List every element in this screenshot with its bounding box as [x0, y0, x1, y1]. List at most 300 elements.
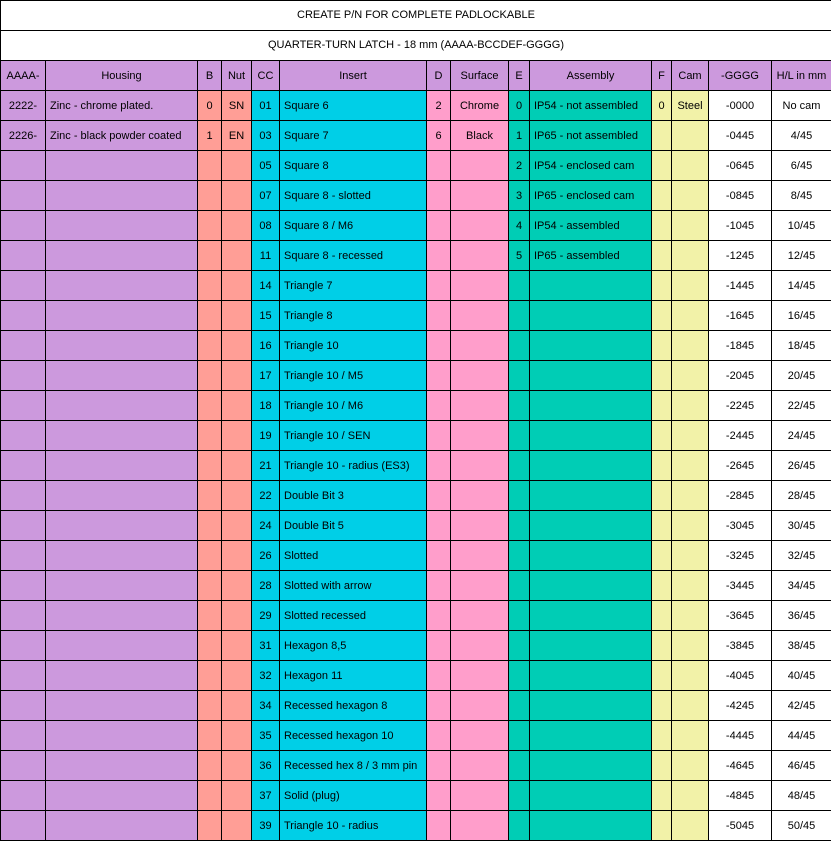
cell-aaaa: [1, 511, 46, 541]
cell-cc: 31: [252, 631, 280, 661]
cell-d: [427, 511, 451, 541]
table-row: [1, 91, 831, 121]
cell-d: [427, 421, 451, 451]
cell-e: [509, 721, 530, 751]
cell-housing: [46, 811, 198, 841]
cell-gggg: -0645: [709, 151, 772, 181]
cell-gggg: -2045: [709, 361, 772, 391]
cell-aaaa: [1, 571, 46, 601]
cell-insert: Square 6: [280, 91, 427, 121]
cell-insert: Square 8 - slotted: [280, 181, 427, 211]
cell-gggg: -4645: [709, 751, 772, 781]
cell-assembly: [530, 271, 652, 301]
cell-housing: [46, 361, 198, 391]
cell-aaaa: [1, 151, 46, 181]
column-header-f: F: [652, 61, 672, 91]
cell-assembly: [530, 511, 652, 541]
cell-nut: [222, 601, 252, 631]
cell-b: [198, 691, 222, 721]
cell-cam: [672, 811, 709, 841]
cell-e: [509, 751, 530, 781]
cell-surface: [451, 601, 509, 631]
cell-e: [509, 271, 530, 301]
cell-housing: [46, 331, 198, 361]
cell-nut: [222, 721, 252, 751]
cell-d: [427, 541, 451, 571]
cell-hl: 42/45: [772, 691, 831, 721]
cell-hl: No cam: [772, 91, 831, 121]
cell-nut: [222, 481, 252, 511]
cell-hl: 16/45: [772, 301, 831, 331]
cell-gggg: -4245: [709, 691, 772, 721]
cell-surface: [451, 751, 509, 781]
cell-f: [652, 301, 672, 331]
cell-gggg: -1445: [709, 271, 772, 301]
cell-hl: 10/45: [772, 211, 831, 241]
cell-cc: 16: [252, 331, 280, 361]
cell-aaaa: [1, 691, 46, 721]
cell-hl: 18/45: [772, 331, 831, 361]
column-header-surface: Surface: [451, 61, 509, 91]
table-row: [1, 691, 831, 721]
cell-aaaa: [1, 811, 46, 841]
cell-b: [198, 151, 222, 181]
cell-nut: [222, 661, 252, 691]
table-row: [1, 181, 831, 211]
cell-housing: [46, 211, 198, 241]
cell-assembly: IP65 - assembled: [530, 241, 652, 271]
cell-e: 2: [509, 151, 530, 181]
cell-surface: [451, 511, 509, 541]
cell-surface: [451, 571, 509, 601]
cell-e: [509, 301, 530, 331]
cell-insert: Triangle 10 / M6: [280, 391, 427, 421]
cell-d: [427, 631, 451, 661]
cell-e: [509, 571, 530, 601]
cell-cc: 28: [252, 571, 280, 601]
cell-cam: [672, 451, 709, 481]
cell-surface: [451, 241, 509, 271]
cell-b: [198, 451, 222, 481]
cell-surface: [451, 541, 509, 571]
cell-cam: [672, 661, 709, 691]
cell-b: [198, 511, 222, 541]
cell-insert: Triangle 10: [280, 331, 427, 361]
cell-surface: [451, 391, 509, 421]
cell-cam: [672, 181, 709, 211]
cell-cam: [672, 241, 709, 271]
cell-assembly: [530, 721, 652, 751]
cell-assembly: [530, 571, 652, 601]
cell-hl: 38/45: [772, 631, 831, 661]
table-row: [1, 361, 831, 391]
cell-housing: [46, 451, 198, 481]
cell-assembly: [530, 691, 652, 721]
cell-insert: Square 8 - recessed: [280, 241, 427, 271]
table-row: [1, 481, 831, 511]
cell-nut: [222, 511, 252, 541]
cell-f: [652, 721, 672, 751]
cell-f: [652, 151, 672, 181]
cell-gggg: -3045: [709, 511, 772, 541]
cell-cc: 03: [252, 121, 280, 151]
title-row-1: [1, 1, 831, 31]
cell-e: [509, 361, 530, 391]
cell-cam: [672, 721, 709, 751]
column-header-cam: Cam: [672, 61, 709, 91]
cell-aaaa: [1, 751, 46, 781]
cell-aaaa: [1, 631, 46, 661]
table-row: [1, 391, 831, 421]
cell-housing: [46, 301, 198, 331]
cell-hl: 8/45: [772, 181, 831, 211]
cell-b: [198, 361, 222, 391]
cell-f: [652, 391, 672, 421]
column-header-b: B: [198, 61, 222, 91]
cell-gggg: -2245: [709, 391, 772, 421]
sheet-title-line1: CREATE P/N FOR COMPLETE PADLOCKABLE: [1, 1, 831, 31]
table-row: [1, 241, 831, 271]
cell-gggg: -1645: [709, 301, 772, 331]
header-row: [1, 61, 831, 91]
cell-gggg: -1245: [709, 241, 772, 271]
cell-d: [427, 481, 451, 511]
cell-housing: [46, 751, 198, 781]
cell-hl: 14/45: [772, 271, 831, 301]
cell-f: [652, 181, 672, 211]
cell-cc: 18: [252, 391, 280, 421]
cell-insert: Triangle 10 - radius: [280, 811, 427, 841]
cell-d: [427, 241, 451, 271]
cell-insert: Square 8 / M6: [280, 211, 427, 241]
table-row: [1, 511, 831, 541]
cell-cc: 37: [252, 781, 280, 811]
cell-insert: Slotted recessed: [280, 601, 427, 631]
cell-nut: [222, 421, 252, 451]
cell-cc: 39: [252, 811, 280, 841]
cell-f: [652, 481, 672, 511]
cell-gggg: -3645: [709, 601, 772, 631]
table-row: [1, 151, 831, 181]
cell-hl: 24/45: [772, 421, 831, 451]
cell-insert: Hexagon 11: [280, 661, 427, 691]
cell-f: [652, 211, 672, 241]
cell-aaaa: [1, 301, 46, 331]
cell-insert: Double Bit 5: [280, 511, 427, 541]
cell-b: [198, 601, 222, 631]
cell-cam: [672, 691, 709, 721]
cell-housing: Zinc - black powder coated: [46, 121, 198, 151]
cell-aaaa: [1, 481, 46, 511]
table-row: [1, 211, 831, 241]
cell-hl: 30/45: [772, 511, 831, 541]
column-header-cc: CC: [252, 61, 280, 91]
cell-cam: [672, 421, 709, 451]
cell-b: 0: [198, 91, 222, 121]
cell-assembly: [530, 361, 652, 391]
column-header-insert: Insert: [280, 61, 427, 91]
cell-b: 1: [198, 121, 222, 151]
cell-housing: [46, 571, 198, 601]
table-row: [1, 541, 831, 571]
cell-nut: [222, 811, 252, 841]
cell-aaaa: 2226-: [1, 121, 46, 151]
cell-insert: Recessed hexagon 10: [280, 721, 427, 751]
cell-nut: [222, 751, 252, 781]
cell-f: [652, 631, 672, 661]
cell-cam: [672, 331, 709, 361]
cell-b: [198, 811, 222, 841]
table-row: [1, 271, 831, 301]
cell-hl: 28/45: [772, 481, 831, 511]
cell-cc: 15: [252, 301, 280, 331]
column-header-aaaa: AAAA-: [1, 61, 46, 91]
cell-cc: 22: [252, 481, 280, 511]
cell-b: [198, 631, 222, 661]
cell-assembly: [530, 661, 652, 691]
column-header-nut: Nut: [222, 61, 252, 91]
cell-e: [509, 451, 530, 481]
cell-f: [652, 121, 672, 151]
cell-e: [509, 691, 530, 721]
cell-surface: [451, 781, 509, 811]
cell-nut: [222, 541, 252, 571]
cell-insert: Square 7: [280, 121, 427, 151]
cell-surface: [451, 151, 509, 181]
cell-d: [427, 181, 451, 211]
column-header-d: D: [427, 61, 451, 91]
cell-hl: 50/45: [772, 811, 831, 841]
cell-gggg: -4845: [709, 781, 772, 811]
cell-f: [652, 541, 672, 571]
cell-housing: [46, 181, 198, 211]
table-row: [1, 331, 831, 361]
cell-e: 5: [509, 241, 530, 271]
cell-housing: [46, 721, 198, 751]
column-header-housing: Housing: [46, 61, 198, 91]
cell-e: [509, 391, 530, 421]
cell-gggg: -3445: [709, 571, 772, 601]
cell-surface: [451, 331, 509, 361]
cell-aaaa: [1, 601, 46, 631]
cell-b: [198, 721, 222, 751]
cell-b: [198, 391, 222, 421]
cell-nut: [222, 361, 252, 391]
column-header-gggg: -GGGG: [709, 61, 772, 91]
cell-surface: [451, 451, 509, 481]
cell-e: [509, 811, 530, 841]
cell-surface: [451, 421, 509, 451]
cell-f: [652, 661, 672, 691]
cell-hl: 36/45: [772, 601, 831, 631]
cell-surface: [451, 691, 509, 721]
cell-cam: [672, 391, 709, 421]
cell-nut: SN: [222, 91, 252, 121]
cell-insert: Hexagon 8,5: [280, 631, 427, 661]
cell-gggg: -2445: [709, 421, 772, 451]
cell-assembly: IP65 - enclosed cam: [530, 181, 652, 211]
cell-assembly: IP54 - enclosed cam: [530, 151, 652, 181]
cell-cam: [672, 511, 709, 541]
cell-nut: [222, 451, 252, 481]
cell-insert: Recessed hexagon 8: [280, 691, 427, 721]
table-row: [1, 661, 831, 691]
table-row: [1, 121, 831, 151]
cell-aaaa: [1, 721, 46, 751]
cell-assembly: IP54 - not assembled: [530, 91, 652, 121]
cell-aaaa: [1, 361, 46, 391]
cell-b: [198, 331, 222, 361]
cell-nut: [222, 331, 252, 361]
cell-d: [427, 361, 451, 391]
cell-cam: [672, 631, 709, 661]
cell-d: [427, 811, 451, 841]
cell-e: [509, 511, 530, 541]
column-header-hl: H/L in mm: [772, 61, 831, 91]
table-row: [1, 751, 831, 781]
cell-e: 3: [509, 181, 530, 211]
cell-gggg: -5045: [709, 811, 772, 841]
cell-nut: [222, 271, 252, 301]
cell-gggg: -3845: [709, 631, 772, 661]
cell-assembly: [530, 301, 652, 331]
cell-aaaa: [1, 421, 46, 451]
table-row: [1, 721, 831, 751]
table-row: [1, 631, 831, 661]
cell-b: [198, 241, 222, 271]
cell-b: [198, 481, 222, 511]
cell-cc: 32: [252, 661, 280, 691]
cell-cc: 01: [252, 91, 280, 121]
cell-insert: Recessed hex 8 / 3 mm pin: [280, 751, 427, 781]
cell-gggg: -0845: [709, 181, 772, 211]
cell-housing: [46, 421, 198, 451]
cell-d: [427, 571, 451, 601]
cell-e: [509, 781, 530, 811]
cell-cam: [672, 571, 709, 601]
cell-assembly: [530, 421, 652, 451]
cell-gggg: -1045: [709, 211, 772, 241]
cell-cc: 17: [252, 361, 280, 391]
cell-aaaa: [1, 241, 46, 271]
cell-hl: 12/45: [772, 241, 831, 271]
cell-e: [509, 631, 530, 661]
cell-assembly: [530, 781, 652, 811]
cell-assembly: [530, 331, 652, 361]
cell-hl: 40/45: [772, 661, 831, 691]
cell-d: 2: [427, 91, 451, 121]
cell-nut: [222, 571, 252, 601]
cell-d: [427, 331, 451, 361]
cell-nut: [222, 391, 252, 421]
cell-aaaa: [1, 661, 46, 691]
cell-d: [427, 661, 451, 691]
cell-cam: [672, 301, 709, 331]
cell-assembly: [530, 541, 652, 571]
cell-nut: [222, 181, 252, 211]
cell-housing: [46, 541, 198, 571]
cell-surface: [451, 721, 509, 751]
cell-housing: [46, 391, 198, 421]
cell-f: [652, 451, 672, 481]
cell-nut: [222, 151, 252, 181]
cell-f: [652, 601, 672, 631]
cell-aaaa: [1, 541, 46, 571]
cell-e: 0: [509, 91, 530, 121]
table-row: [1, 811, 831, 841]
cell-nut: EN: [222, 121, 252, 151]
cell-housing: [46, 271, 198, 301]
cell-cc: 19: [252, 421, 280, 451]
cell-surface: [451, 631, 509, 661]
cell-aaaa: [1, 451, 46, 481]
cell-d: [427, 151, 451, 181]
cell-e: [509, 601, 530, 631]
cell-b: [198, 271, 222, 301]
cell-cc: 34: [252, 691, 280, 721]
cell-housing: [46, 661, 198, 691]
cell-assembly: IP65 - not assembled: [530, 121, 652, 151]
cell-f: [652, 331, 672, 361]
cell-surface: Black: [451, 121, 509, 151]
cell-gggg: -2645: [709, 451, 772, 481]
cell-insert: Triangle 10 / SEN: [280, 421, 427, 451]
cell-insert: Slotted: [280, 541, 427, 571]
cell-gggg: -4045: [709, 661, 772, 691]
cell-d: [427, 451, 451, 481]
cell-assembly: [530, 751, 652, 781]
cell-d: [427, 301, 451, 331]
cell-f: [652, 781, 672, 811]
cell-housing: [46, 241, 198, 271]
cell-insert: Slotted with arrow: [280, 571, 427, 601]
cell-f: [652, 271, 672, 301]
cell-d: 6: [427, 121, 451, 151]
column-header-e: E: [509, 61, 530, 91]
cell-housing: [46, 691, 198, 721]
cell-d: [427, 391, 451, 421]
cell-nut: [222, 631, 252, 661]
cell-nut: [222, 691, 252, 721]
cell-insert: Triangle 10 - radius (ES3): [280, 451, 427, 481]
cell-b: [198, 421, 222, 451]
cell-surface: [451, 811, 509, 841]
cell-b: [198, 571, 222, 601]
cell-housing: [46, 511, 198, 541]
cell-surface: [451, 661, 509, 691]
cell-gggg: -0000: [709, 91, 772, 121]
cell-insert: Triangle 10 / M5: [280, 361, 427, 391]
cell-gggg: -3245: [709, 541, 772, 571]
cell-insert: Square 8: [280, 151, 427, 181]
cell-gggg: -4445: [709, 721, 772, 751]
cell-surface: [451, 271, 509, 301]
cell-surface: [451, 301, 509, 331]
cell-cam: [672, 781, 709, 811]
table-row: [1, 421, 831, 451]
table-row: [1, 301, 831, 331]
cell-hl: 4/45: [772, 121, 831, 151]
cell-cam: [672, 211, 709, 241]
cell-d: [427, 721, 451, 751]
cell-assembly: [530, 631, 652, 661]
sheet-title-line2: QUARTER-TURN LATCH - 18 mm (AAAA-BCCDEF-GGGG): [1, 31, 831, 61]
cell-surface: [451, 211, 509, 241]
cell-nut: [222, 211, 252, 241]
cell-f: [652, 241, 672, 271]
cell-cam: [672, 271, 709, 301]
cell-assembly: [530, 391, 652, 421]
